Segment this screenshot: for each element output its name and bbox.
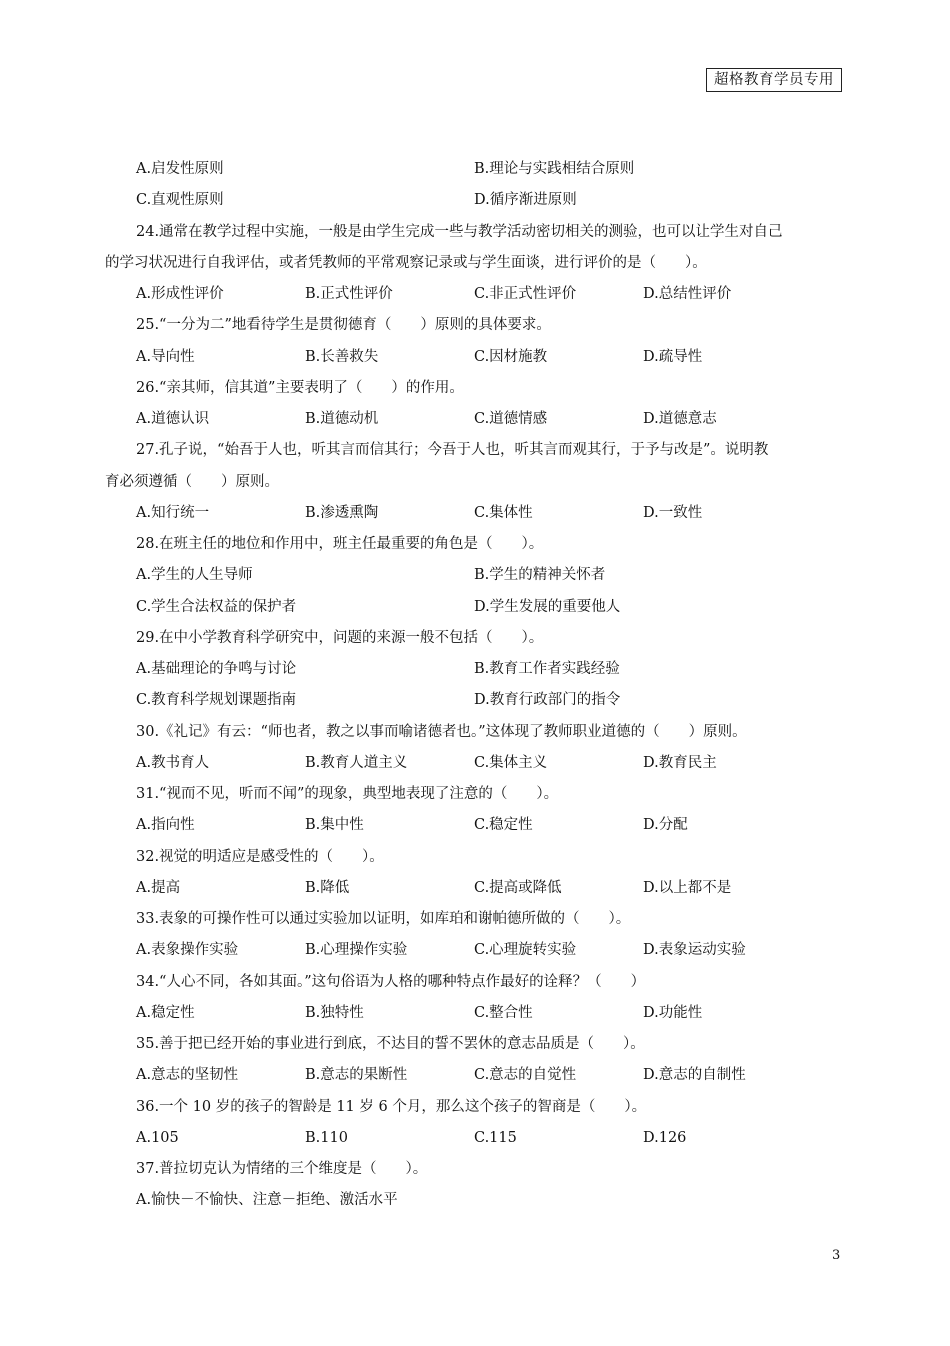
answer-option: A.启发性原则 bbox=[136, 161, 224, 177]
answer-option: A.愉快－不愉快、注意－拒绝、激活水平 bbox=[136, 1192, 398, 1209]
answer-option: C.整合性 bbox=[474, 1004, 533, 1021]
answer-option: C.集体主义 bbox=[474, 754, 548, 771]
option-row bbox=[105, 404, 850, 435]
answer-option: C.因材施教 bbox=[474, 348, 548, 365]
answer-option: B.道德动机 bbox=[305, 411, 379, 427]
answer-option: D.一致性 bbox=[643, 504, 703, 521]
question-text: 36.一个 10 岁的孩子的智龄是 11 岁 6 个月，那么这个孩子的智商是（ ）。 bbox=[136, 1098, 647, 1115]
question-text: 33.表象的可操作性可以通过实验加以证明，如库珀和谢帕德所做的（ ）。 bbox=[136, 911, 631, 927]
option-row bbox=[105, 748, 850, 779]
answer-option: C.学生合法权益的保护者 bbox=[136, 598, 297, 615]
question-text: 37.普拉切克认为情绪的三个维度是（ ）。 bbox=[136, 1161, 428, 1177]
answer-option: D.分配 bbox=[643, 817, 688, 834]
answer-option: B.110 bbox=[305, 1129, 348, 1146]
option-row bbox=[105, 185, 850, 216]
answer-option: A.教书育人 bbox=[136, 754, 210, 771]
watermark-stamp: 超格教育学员专用 bbox=[706, 68, 842, 92]
option-row bbox=[105, 592, 850, 623]
answer-option: D.学生发展的重要他人 bbox=[474, 598, 621, 615]
answer-option: C.心理旋转实验 bbox=[474, 942, 577, 959]
answer-option: A.表象操作实验 bbox=[136, 942, 239, 959]
answer-option: D.总结性评价 bbox=[643, 286, 732, 302]
answer-option: B.教育工作者实践经验 bbox=[474, 661, 620, 677]
question-text: 28.在班主任的地位和作用中，班主任最重要的角色是（ ）。 bbox=[136, 536, 544, 552]
answer-option: B.长善救失 bbox=[305, 348, 379, 365]
question-text: 24.通常在教学过程中实施，一般是由学生完成一些与教学活动密切相关的测验，也可以让学生对自己 bbox=[136, 223, 783, 240]
answer-option: A.基础理论的争鸣与讨论 bbox=[136, 661, 297, 677]
option-row bbox=[105, 560, 850, 591]
answer-option: B.独特性 bbox=[305, 1004, 364, 1021]
answer-option: C.直观性原则 bbox=[136, 192, 224, 209]
answer-option: D.意志的自制性 bbox=[643, 1067, 746, 1084]
answer-option: D.循序渐进原则 bbox=[474, 192, 577, 209]
question-text: 30.《礼记》有云：“师也者，教之以事而喻诸德者也。”这体现了教师职业道德的（ ）原则。 bbox=[136, 723, 747, 740]
answer-option: A.知行统一 bbox=[136, 504, 210, 521]
page-number: 3 bbox=[832, 1248, 841, 1263]
answer-option: C.集体性 bbox=[474, 504, 533, 521]
option-row bbox=[105, 873, 850, 904]
option-row bbox=[105, 998, 850, 1029]
answer-option: D.教育民主 bbox=[643, 754, 717, 771]
option-row bbox=[105, 935, 850, 966]
option-row bbox=[105, 279, 850, 310]
answer-option: A.稳定性 bbox=[136, 1004, 195, 1021]
question-text-continued: 的学习状况进行自我评估，或者凭教师的平常观察记录或与学生面谈，进行评价的是（ ）。 bbox=[105, 254, 707, 271]
answer-option: A.提高 bbox=[136, 879, 181, 896]
answer-option: C.提高或降低 bbox=[474, 879, 562, 896]
question-text: 26.“亲其师，信其道”主要表明了（ ）的作用。 bbox=[136, 379, 464, 396]
option-row bbox=[105, 342, 850, 373]
answer-option: D.疏导性 bbox=[643, 348, 703, 365]
answer-option: A.指向性 bbox=[136, 817, 195, 834]
option-row bbox=[105, 1185, 850, 1216]
answer-option: D.功能性 bbox=[643, 1004, 703, 1021]
question-text: 34.“人心不同，各如其面。”这句俗语为人格的哪种特点作最好的诠释？（ ） bbox=[136, 973, 646, 990]
answer-option: D.教育行政部门的指令 bbox=[474, 692, 621, 709]
answer-option: B.理论与实践相结合原则 bbox=[474, 161, 635, 177]
answer-option: D.道德意志 bbox=[643, 411, 717, 427]
answer-option: C.道德情感 bbox=[474, 411, 548, 427]
answer-option: D.以上都不是 bbox=[643, 879, 732, 896]
answer-option: C.意志的自觉性 bbox=[474, 1067, 577, 1084]
answer-option: C.教育科学规划课题指南 bbox=[136, 692, 297, 709]
question-text: 32.视觉的明适应是感受性的（ ）。 bbox=[136, 848, 384, 865]
answer-option: A.105 bbox=[136, 1129, 179, 1146]
question-list bbox=[105, 154, 850, 1217]
question-text: 27.孔子说，“始吾于人也，听其言而信其行；今吾于人也，听其言而观其行，于予与改是”。说明教 bbox=[136, 442, 769, 459]
answer-option: C.稳定性 bbox=[474, 817, 533, 834]
question-text: 29.在中小学教育科学研究中，问题的来源一般不包括（ ）。 bbox=[136, 629, 544, 646]
answer-option: A.形成性评价 bbox=[136, 286, 224, 302]
answer-option: B.渗透熏陶 bbox=[305, 504, 379, 521]
option-row bbox=[105, 498, 850, 529]
answer-option: B.降低 bbox=[305, 879, 350, 896]
answer-option: D.126 bbox=[643, 1129, 687, 1146]
answer-option: A.学生的人生导师 bbox=[136, 567, 253, 584]
answer-option: A.意志的坚韧性 bbox=[136, 1067, 239, 1084]
option-row bbox=[105, 1060, 850, 1091]
answer-option: B.心理操作实验 bbox=[305, 942, 408, 959]
option-row bbox=[105, 810, 850, 841]
answer-option: B.教育人道主义 bbox=[305, 754, 408, 771]
option-row bbox=[105, 685, 850, 716]
answer-option: B.集中性 bbox=[305, 817, 364, 834]
option-row bbox=[105, 654, 850, 685]
option-row bbox=[105, 154, 850, 185]
answer-option: A.导向性 bbox=[136, 348, 195, 365]
question-text-continued: 育必须遵循（ ）原则。 bbox=[105, 473, 279, 490]
question-text: 35.善于把已经开始的事业进行到底，不达目的誓不罢休的意志品质是（ ）。 bbox=[136, 1036, 645, 1052]
question-text: 31.“视而不见，听而不闻”的现象，典型地表现了注意的（ ）。 bbox=[136, 786, 559, 802]
answer-option: A.道德认识 bbox=[136, 411, 210, 427]
question-text: 25.“一分为二”地看待学生是贯彻德育（ ）原则的具体要求。 bbox=[136, 317, 551, 334]
answer-option: B.正式性评价 bbox=[305, 286, 393, 302]
option-row bbox=[105, 1123, 850, 1154]
answer-option: C.非正式性评价 bbox=[474, 286, 577, 302]
answer-option: B.学生的精神关怀者 bbox=[474, 567, 606, 584]
answer-option: B.意志的果断性 bbox=[305, 1067, 408, 1084]
answer-option: C.115 bbox=[474, 1129, 517, 1146]
answer-option: D.表象运动实验 bbox=[643, 942, 746, 959]
